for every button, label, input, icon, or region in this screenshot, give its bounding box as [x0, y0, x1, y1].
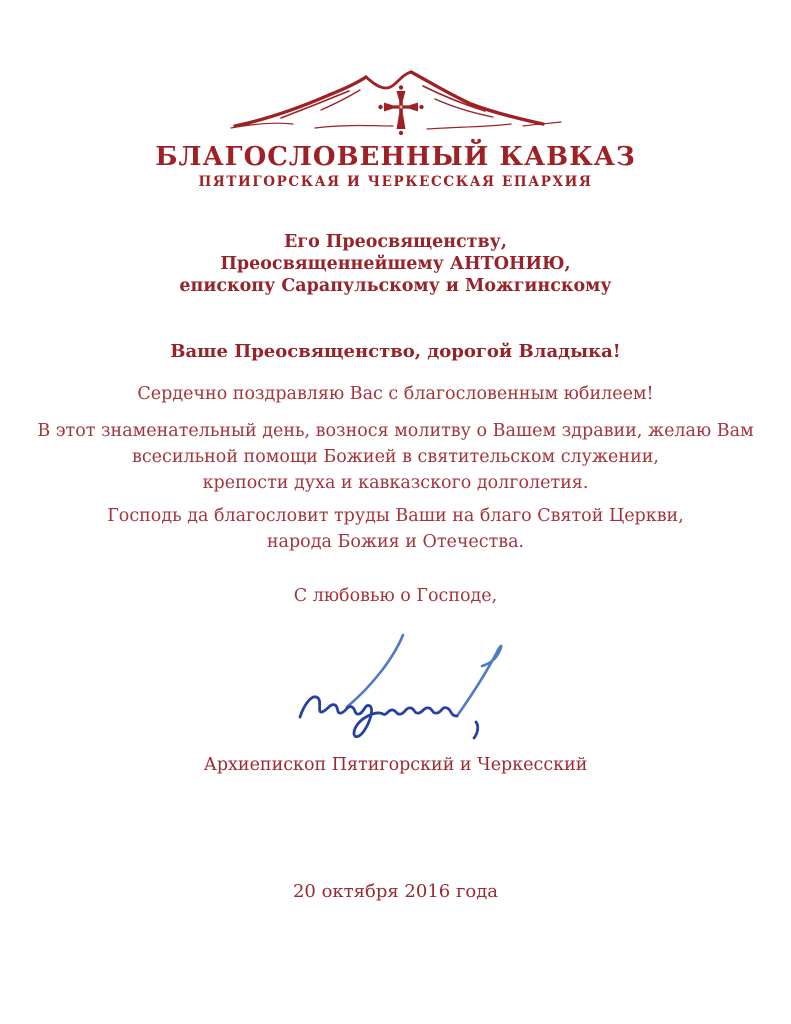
paragraph-3 [0, 503, 791, 555]
paragraph-3-line-1: Господь да благословит труды Ваши на благо Святой Церкви, [107, 506, 684, 526]
paragraph-2-line-1: В этот знаменательный день, вознося молитву о Вашем здравии, желаю Вам [37, 421, 754, 441]
addressee-line-2: Преосвященнейшему АНТОНИЮ, [220, 254, 571, 274]
paragraph-2-line-2: всесильной помощи Божией в святительском служении, [132, 447, 659, 467]
signatory-title: Архиепископ Пятигорский и Черкесский [203, 755, 588, 775]
eparchy-logo-title: БЛАГОСЛОВЕННЫЙ КАВКАЗ [155, 142, 636, 172]
addressee-line-1: Его Преосвященству, [284, 232, 507, 252]
signature-block [0, 619, 791, 744]
handwritten-signature-icon [287, 619, 537, 744]
orthodox-cross-icon [378, 85, 423, 135]
addressee-block [0, 231, 791, 297]
mountains-with-orthodox-cross-icon [223, 66, 568, 140]
addressee-line-3: епископу Сарапульскому и Можгинскому [179, 276, 612, 296]
paragraph-3-line-2: народа Божия и Отечества. [266, 532, 525, 552]
letter-date: 20 октября 2016 года [292, 881, 499, 902]
salutation: Ваше Преосвященство, дорогой Владыка! [170, 341, 621, 362]
paragraph-2 [0, 418, 791, 496]
closing-line: С любовью о Господе, [293, 586, 498, 606]
eparchy-logo-subtitle: ПЯТИГОРСКАЯ И ЧЕРКЕССКАЯ ЕПАРХИЯ [198, 174, 593, 190]
paragraph-1: Сердечно поздравляю Вас с благословенным юбилеем! [137, 384, 654, 404]
paragraph-2-line-3: крепости духа и кавказского долголетия. [202, 473, 589, 493]
